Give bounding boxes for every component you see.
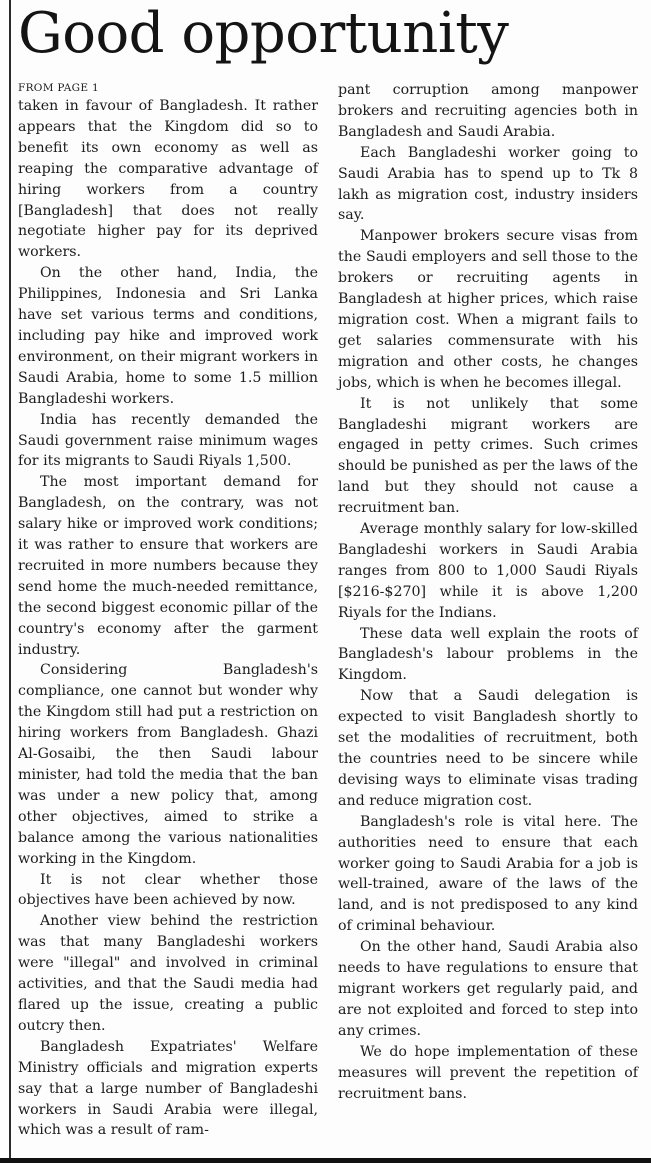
paragraph: The most important demand for Bangladesh, on the contrary, was not salary hike or improved work conditions; it was rather to ensure that workers are recruited in more numbers because they send home the much-needed remittance, the second biggest economic pillar of the country's economy after the garment industry.	[18, 474, 318, 658]
paragraph: Each Bangladeshi worker going to Saudi Arabia has to spend up to Tk 8 lakh as migration cost, industry insiders say.	[338, 144, 638, 224]
bottom-border	[0, 1158, 651, 1163]
paragraph: Bangladesh Expatriates' Welfare Ministry officials and migration experts say that a large number of Bangladeshi workers in Saudi Arabia were illegal, which was a result of ram-	[18, 1038, 318, 1139]
paragraph: It is not clear whether those objectives have been achieved by now.	[18, 871, 318, 909]
paragraph: We do hope implementation of these measures will prevent the repetition of recruitment bans.	[338, 1043, 638, 1102]
headline: Good opportunity	[18, 1, 509, 66]
paragraph: Average monthly salary for low-skilled Bangladeshi workers in Saudi Arabia ranges from 800 to 1,000 Saudi Riyals [$216-$270] while it is above 1,200 Riyals for the Indians.	[338, 521, 638, 621]
paragraph: India has recently demanded the Saudi government raise minimum wages for its migrants to Saudi Riyals 1,500.	[18, 411, 318, 470]
paragraph: On the other hand, India, the Philippines, Indonesia and Sri Lanka have set various terms and conditions, including pay hike and improved work environment, on their migrant workers in Saudi Arabia, home to some 1.5 million Bangladeshi workers.	[18, 265, 318, 407]
paragraph: taken in favour of Bangladesh. It rather appears that the Kingdom did so to benefit its own economy as well as reaping the comparative advantage of hiring workers from a country [Bangladesh] that does not really negotiate higher pay for its deprived workers.	[18, 98, 318, 261]
paragraph: These data well explain the roots of Bangladesh's labour problems in the Kingdom.	[338, 625, 638, 684]
paragraph: Another view behind the restriction was that many Bangladeshi workers were "illegal" and involved in criminal activities, and that the Saudi media had flared up the issue, creating a public outcry then.	[18, 913, 318, 1034]
article-column-left	[18, 80, 318, 1141]
paragraph: Now that a Saudi delegation is expected to visit Bangladesh shortly to set the modalities of recruitment, both the countries need to be sincere while devising ways to eliminate visas trading and reduce migration cost.	[338, 688, 638, 809]
column-rule-left	[9, 0, 11, 1160]
paragraph: Manpower brokers secure visas from the Saudi employers and sell those to the brokers or recruiting agents in Bangladesh at higher prices, which raise migration cost. When a migrant fails to get salaries commensurate with his migration and other costs, he changes jobs, which is when he becomes illegal.	[338, 228, 638, 391]
paragraph: It is not unlikely that some Bangladeshi migrant workers are engaged in petty crimes. Such crimes should be punished as per the laws of the land but they should not cause a recruitment ban.	[338, 395, 638, 517]
paragraph: pant corruption among manpower brokers and recruiting agencies both in Bangladesh and Saudi Arabia.	[338, 82, 638, 140]
continuation-kicker: FROM PAGE 1	[18, 82, 99, 94]
paragraph: On the other hand, Saudi Arabia also needs to have regulations to ensure that migrant workers get regularly paid, and are not exploited and forced to step into any crimes.	[338, 939, 638, 1039]
paragraph: Bangladesh's role is vital here. The authorities need to ensure that each worker going to Saudi Arabia for a job is well-trained, aware of the laws of the land, and is not predisposed to any kind of criminal behaviour.	[338, 813, 638, 935]
article-column-right	[338, 80, 638, 1104]
paragraph: Considering Bangladesh's compliance, one cannot but wonder why the Kingdom still had put a restriction on hiring workers from Bangladesh. Ghazi Al-Gosaibi, the then Saudi labour minister, had told the media that the ban was under a new policy that, among other objectives, aimed to strike a balance among the various nationalities working in the Kingdom.	[18, 662, 318, 867]
